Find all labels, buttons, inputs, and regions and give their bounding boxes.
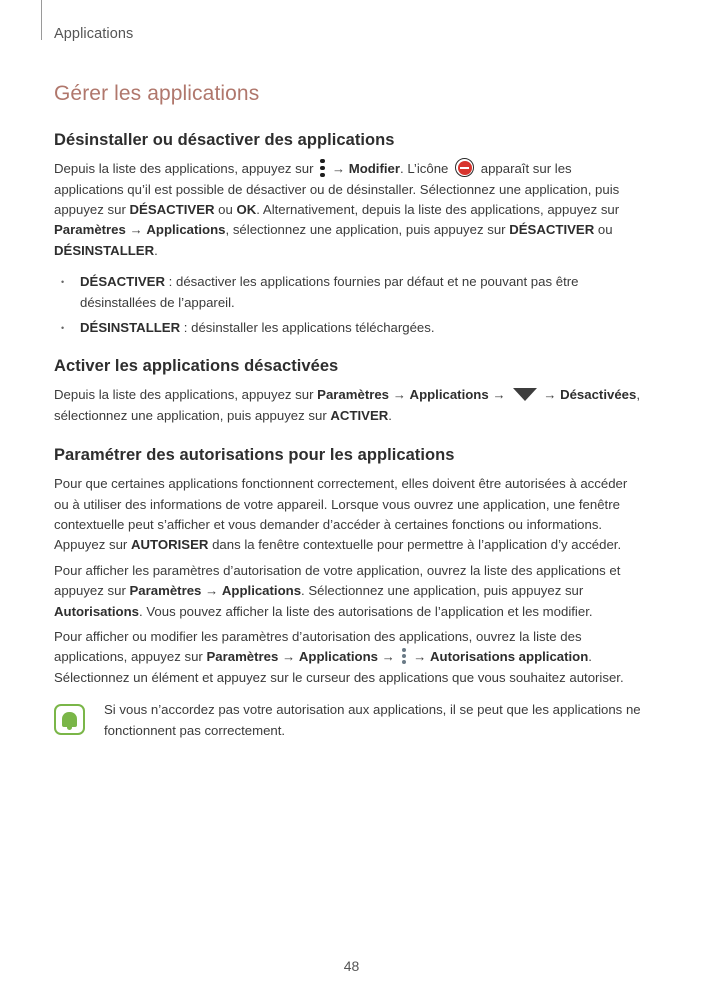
section-heading-enable: Activer les applications désactivées (54, 357, 339, 376)
section-heading-uninstall: Désinstaller ou désactiver des applications (54, 131, 395, 149)
list-item: • DÉSACTIVER : désactiver les applications fournies par défaut et ne pouvant pas être désinstallées de l’appareil. (54, 272, 644, 313)
page-content (54, 82, 644, 741)
section-heading-permissions: Paramétrer des autorisations pour les applications (54, 446, 455, 465)
paragraph-permissions-3: Pour afficher ou modifier les paramètres d’autorisation des applications, ouvrez la liste des applications, appuyez sur Paramètres → Applications → → Autorisations application. Sélectionnez un élément et appuyez sur le curseur des applications que vous souhaitez autoriser. (54, 629, 624, 685)
remove-icon (455, 158, 474, 177)
bullet-list (54, 272, 644, 338)
header-rule (41, 0, 42, 40)
paragraph-uninstall: Depuis la liste des applications, appuyez sur → Modifier. L’icône apparaît sur les applications qu’il est possible de désactiver ou de désinstaller. Sélectionnez une application, puis appuyez sur DÉSACTIVER ou OK. Alternativement, depuis la liste des applications, appuyez sur Paramètres → Applications, sélectionnez une application, puis appuyez sur DÉSACTIVER ou DÉSINSTALLER. (54, 159, 644, 261)
dropdown-triangle-icon (513, 388, 537, 401)
page-title: Gérer les applications (54, 82, 260, 105)
paragraph-permissions-2: Pour afficher les paramètres d’autorisation de votre application, ouvrez la liste des applications et appuyez sur Paramètres → Applications. Sélectionnez une application, puis appuyez sur Autorisations. Vous pouvez afficher la liste des autorisations de l’application et les modifier. (54, 562, 621, 619)
page-number: 48 (343, 958, 360, 974)
more-options-icon (401, 646, 407, 666)
paragraph-enable: Depuis la liste des applications, appuyez sur Paramètres → Applications → → Désactivées, sélectionnez une application, puis appuyez sur ACTIVER. (54, 387, 640, 423)
paragraph-permissions-1: Pour que certaines applications fonctionnent correctement, elles doivent être autorisées à accéder ou à utiliser des informations de votre appareil. Lorsque vous ouvrez une application, une fenêtre contextuelle peut s’afficher et vous demander d’accéder à certaines fonctions ou informations. Appuyez sur AUTORISER dans la fenêtre contextuelle pour permettre à l’application d’y accéder. (54, 476, 628, 553)
note-box (54, 700, 644, 741)
bell-notice-icon (54, 704, 85, 735)
list-item: • DÉSINSTALLER : désinstaller les applications téléchargées. (54, 318, 644, 338)
running-header: Applications (54, 26, 134, 42)
more-options-icon (319, 158, 325, 178)
note-text: Si vous n’accordez pas votre autorisation aux applications, il se peut que les applications ne fonctionnent pas correctement. (104, 702, 641, 738)
